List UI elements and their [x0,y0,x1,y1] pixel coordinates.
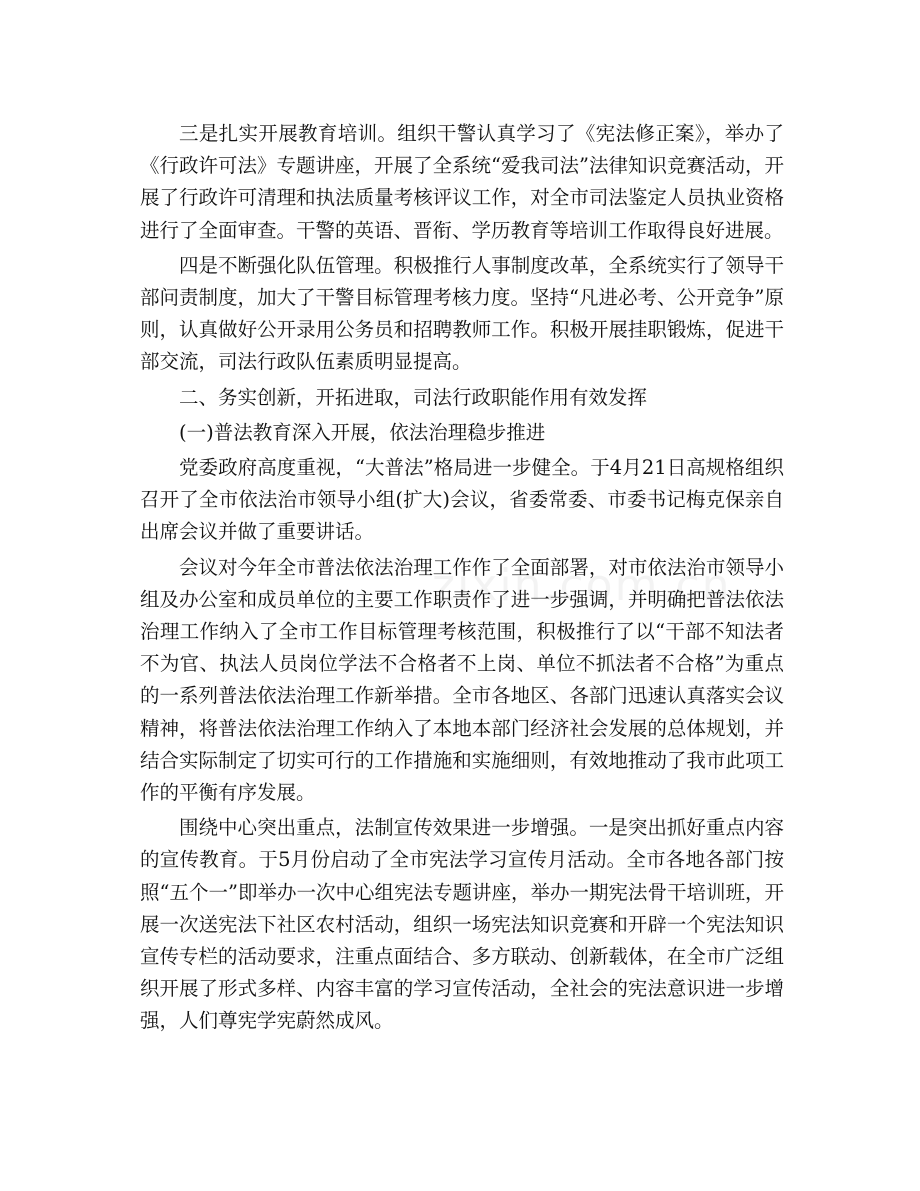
paragraph-party-committee: 党委政府高度重视，“大普法”格局进一步健全。于4月21日高规格组织召开了全市依法治市领导小组(扩大)会议，省委常委、市委书记梅克保亲自出席会议并做了重要讲话。 [140,456,784,544]
document-body [140,118,784,1041]
subsection-heading-1: (一)普法教育深入开展，依法治理稳步推进 [179,420,546,444]
paragraph-team-management: 四是不断强化队伍管理。积极推行人事制度改革，全系统实行了领导干部问责制度，加大了干警目标管理考核力度。坚持“凡进必考、公开竞争”原则，认真做好公开录用公务员和招聘教师工作。积极开展挂职锻炼，促进干部交流，司法行政队伍素质明显提高。 [140,253,784,374]
paragraph-education-training: 三是扎实开展教育培训。组织干警认真学习了《宪法修正案》，举办了《行政许可法》专题讲座，开展了全系统“爱我司法”法律知识竞赛活动，开展了行政许可清理和执法质量考核评议工作，对全市司法鉴定人员执业资格进行了全面审查。干警的英语、晋衔、学历教育等培训工作取得良好进展。 [140,122,784,242]
section-heading-2: 二、务实创新，开拓进取，司法行政职能作用有效发挥 [179,385,648,409]
paragraph-publicity: 围绕中心突出重点，法制宣传效果进一步增强。一是突出抓好重点内容的宣传教育。于5月份启动了全市宪法学习宣传月活动。全市各地各部门按照“五个一”即举办一次中心组宪法专题讲座，举办一期宪法骨干培训班，开展一次送宪法下社区农村活动，组织一场宪法知识竞赛和开辟一个宪法知识宣传专栏的活动要求，注重点面结合、多方联动、创新载体，在全市广泛组织开展了形式多样、内容丰富的学习宣传活动，全社会的宪法意识进一步增强，人们尊宪学宪蔚然成风。 [140,816,784,1033]
paragraph-meeting: 会议对今年全市普法依法治理工作作了全面部署，对市依法治市领导小组及办公室和成员单位的主要工作职责作了进一步强调，并明确把普法依法治理工作纳入了全市工作目标管理考核范围，积极推行了以“干部不知法者不为官、执法人员岗位学法不合格者不上岗、单位不抓法者不合格”为重点的一系列普法依法治理工作新举措。全市各地区、各部门迅速认真落实会议精神，将普法依法治理工作纳入了本地本部门经济社会发展的总体规划，并结合实际制定了切实可行的工作措施和实施细则，有效地推动了我市此项工作的平衡有序发展。 [140,555,784,805]
